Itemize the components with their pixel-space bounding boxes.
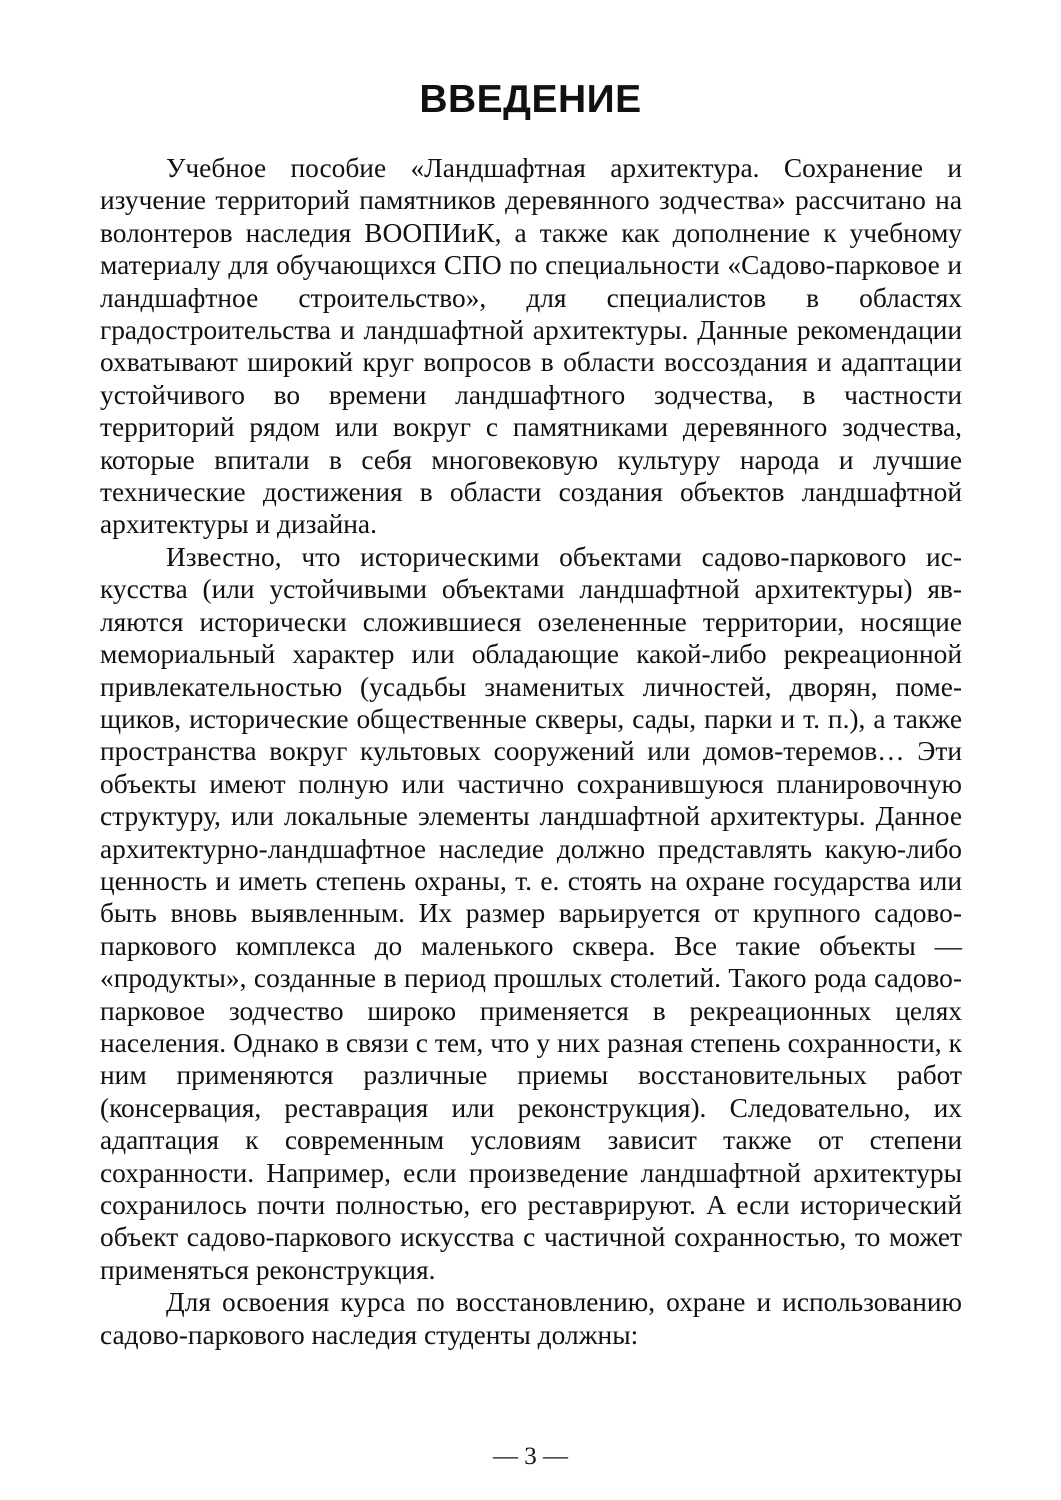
page-number: — 3 — xyxy=(493,1443,568,1470)
paragraph-intro: Учебное пособие «Ландшафтная архитектура. Сохранение и изучение территорий памятников деревянного зодчества» рассчитано на волонтеров наследия ВООПИиК, а также как дополнение к учебному материалу для обучающихся СПО по специальности «Садово-парковое и ландшафтное строительство», для специалистов в областях градостроительства и ландшафтной архитектуры. Данные рекомендации охватывают широкий круг вопросов в области воссоздания и адаптации устойчивого во времени ландшафтного зодчества, в частности территорий рядом или вокруг с памятниками деревянного зодчества, которые впитали в себя многовековую культуру народа и лучшие технические достижения в области создания объектов ландшафтной архитектуры и дизайна. xyxy=(100,153,962,540)
body-text xyxy=(100,152,962,1351)
paragraph-requirements: Для освоения курса по восстановлению, охране и использованию садово-паркового наследия студенты должны: xyxy=(100,1287,962,1350)
page-title: ВВЕДЕНИЕ xyxy=(419,78,642,121)
paragraph-objects: Известно, что историческими объектами садово-паркового искусства (или устойчивыми объектами ландшафтной архитектуры) являются исторически сложившиеся озелененные территории, носящие мемориальный характер или обладающие какой-либо рекреационной привлекательностью (усадьбы знаменитых личностей, дворян, помещиков, исторические общественные скверы, сады, парки и т. п.), а также пространства вокруг культовых сооружений или домов-теремов… Эти объекты имеют полную или частично сохранившуюся планировочную структуру, или локальные элементы ландшафтной архитектуры. Данное архитектурно-ландшафтное наследие должно представлять какую-либо ценность и иметь степень охраны, т. е. стоять на охране государства или быть вновь выявленным. Их размер варьируется от крупного садово-паркового комплекса до маленького сквера. Все такие объекты — «продукты», созданные в период прошлых столетий. Такого рода садово-парковое зодчество широко применяется в рекреационных целях населения. Однако в связи с тем, что у них разная степень сохранности, к ним применяются различные приемы восстановительных работ (консервация, реставрация или реконструкция). Следовательно, их адаптация к современным условиям зависит также от степени сохранности. Например, если произведение ландшафтной архитектуры сохранилось почти полностью, его реставрируют. А если исторический объект садово-паркового искусства с частичной сохранностью, то может применяться реконструкция. xyxy=(100,541,962,1285)
